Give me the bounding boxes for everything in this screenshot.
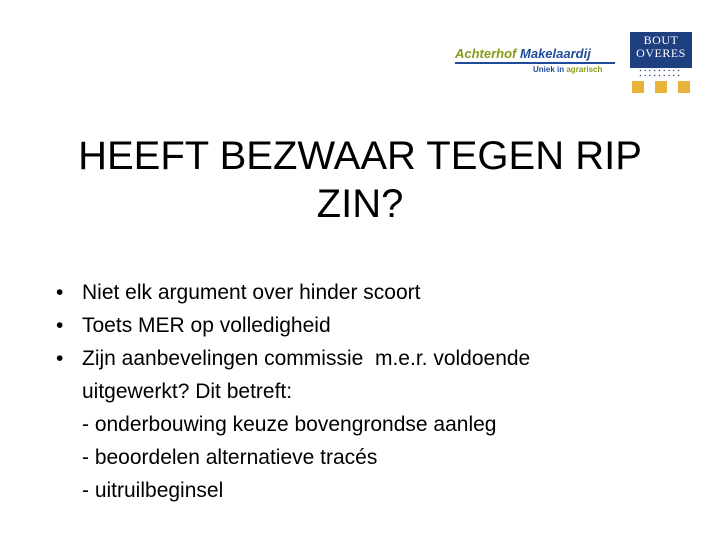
bullet-text: Toets MER op volledigheid [82,314,331,337]
sub-item: - uitruilbeginsel [82,479,224,502]
logo-square-2 [655,81,667,93]
achterhof-logo-rule [455,62,615,64]
bout-overes-logo-subtext-mark: ▪▪▪▪▪▪▪▪▪ ▪▪▪▪▪▪▪▪▪ [639,68,683,79]
bullet-text: Niet elk argument over hinder scoort [82,281,421,304]
makelaardij-logo-word: Makelaardij [520,46,591,61]
logo-square-1 [632,81,644,93]
bullet-marker: • [56,281,64,304]
slide-title-line-1: HEEFT BEZWAAR TEGEN RIP [78,134,642,178]
tagline-part-1: Uniek in [533,65,565,74]
achterhof-logo-tagline [533,65,602,75]
bullet-text-continuation: uitgewerkt? Dit betreft: [82,380,293,403]
bullet-marker: • [56,347,64,370]
bullet-item [56,276,696,309]
bullet-marker: • [56,314,64,337]
achterhof-logo-word: Achterhof [455,46,517,61]
bullet-item [56,342,696,408]
slide-title [30,132,690,228]
slide-title-line-2: ZIN? [316,182,404,226]
tagline-part-2: agrarisch [566,65,603,74]
bullet-text: Zijn aanbevelingen commissie m.e.r. voldoende [82,347,531,370]
logo-square-3 [678,81,690,93]
sub-item: - beoordelen alternatieve tracés [82,446,378,469]
bout-logo-line: BOUT [643,33,679,47]
achterhof-logo-name [455,46,620,62]
bullet-list [56,276,696,507]
overes-logo-line: OVERES [636,46,686,60]
bullet-item [56,309,696,342]
sub-item: - onderbouwing keuze bovengrondse aanleg [82,413,497,436]
achterhof-makelaardij-logo [455,46,620,76]
bout-overes-logo-box [630,32,692,68]
bout-overes-logo [630,32,692,94]
